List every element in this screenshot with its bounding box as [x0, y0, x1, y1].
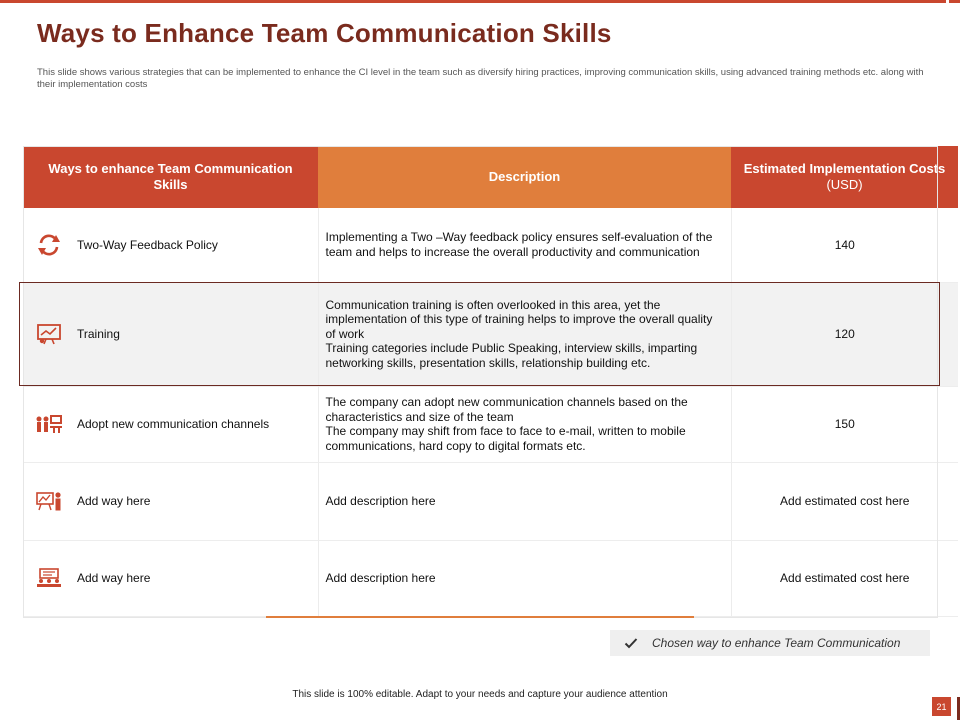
description-cell — [318, 208, 731, 282]
way-label: Training — [77, 327, 120, 341]
table-row[interactable] — [23, 386, 958, 462]
description-text: Add description here — [325, 493, 436, 508]
description-text: Training categories include Public Speaking, interview skills, imparting networking skills, presentation skills, relationship building etc. — [325, 341, 698, 370]
table-header-row — [23, 146, 958, 208]
way-label: Adopt new communication channels — [77, 417, 270, 431]
ways-table — [23, 146, 958, 617]
description-cell — [318, 540, 731, 616]
way-cell — [23, 208, 318, 282]
classroom-icon — [35, 566, 63, 590]
footer-note: This slide is 100% editable. Adapt to your needs and capture your audience attention — [292, 689, 668, 700]
cost-cell: 150 — [731, 386, 958, 462]
speaker-presentation-icon — [35, 489, 63, 513]
legend-label: Chosen way to enhance Team Communication — [652, 636, 901, 650]
way-cell — [23, 282, 318, 386]
checkmark-icon — [624, 637, 638, 649]
description-text: The company can adopt new communication channels based on the characteristics and size of the team — [325, 395, 688, 424]
slide-title: Ways to Enhance Team Communication Skills — [37, 18, 612, 48]
page-number: 21 — [932, 697, 951, 716]
top-accent-gap — [946, 0, 949, 3]
orange-divider — [266, 616, 694, 618]
cost-cell: 140 — [731, 208, 958, 282]
way-label: Add way here — [77, 494, 151, 508]
description-text: Add description here — [325, 570, 436, 585]
description-text: Communication training is often overlooked in this area, yet the implementation of this type of training helps to improve the overall quality of work — [325, 297, 713, 341]
cost-cell: Add estimated cost here — [731, 540, 958, 616]
description-cell — [318, 462, 731, 540]
presentation-board-icon — [35, 322, 63, 346]
way-cell — [23, 462, 318, 540]
top-accent-bar — [0, 0, 960, 3]
way-label: Add way here — [77, 571, 151, 585]
header-way: Ways to enhance Team Communication Skills — [23, 146, 318, 208]
header-cost-label: Estimated Implementation Costs — [743, 161, 946, 176]
header-description: Description — [318, 146, 731, 208]
way-cell — [23, 540, 318, 616]
table-row-highlighted[interactable] — [23, 282, 958, 386]
table-row[interactable] — [23, 540, 958, 616]
header-cost-unit: (USD) — [826, 177, 863, 192]
description-text: Implementing a Two –Way feedback policy ensures self-evaluation of the team and helps to increase the overall productivity and communication — [325, 230, 713, 259]
way-label: Two-Way Feedback Policy — [77, 237, 218, 252]
cost-cell: Add estimated cost here — [731, 462, 958, 540]
way-cell — [23, 386, 318, 462]
slide-subtitle: This slide shows various strategies that can be implemented to enhance the CI level in the team such as diversify hiring practices, improving communication skills, using advanced training methods etc. along with their implementation costs — [37, 67, 924, 90]
team-meeting-icon — [35, 412, 63, 436]
description-text: The company may shift from face to face to e-mail, written to mobile communications, hard copy to digital formats etc. — [325, 424, 686, 453]
description-cell — [318, 282, 731, 386]
table-row[interactable] — [23, 462, 958, 540]
cost-cell: 120 — [731, 282, 958, 386]
refresh-arrows-icon — [35, 233, 63, 257]
description-cell — [318, 386, 731, 462]
legend — [610, 630, 930, 656]
table-row[interactable] — [23, 208, 958, 282]
header-cost — [731, 146, 958, 208]
